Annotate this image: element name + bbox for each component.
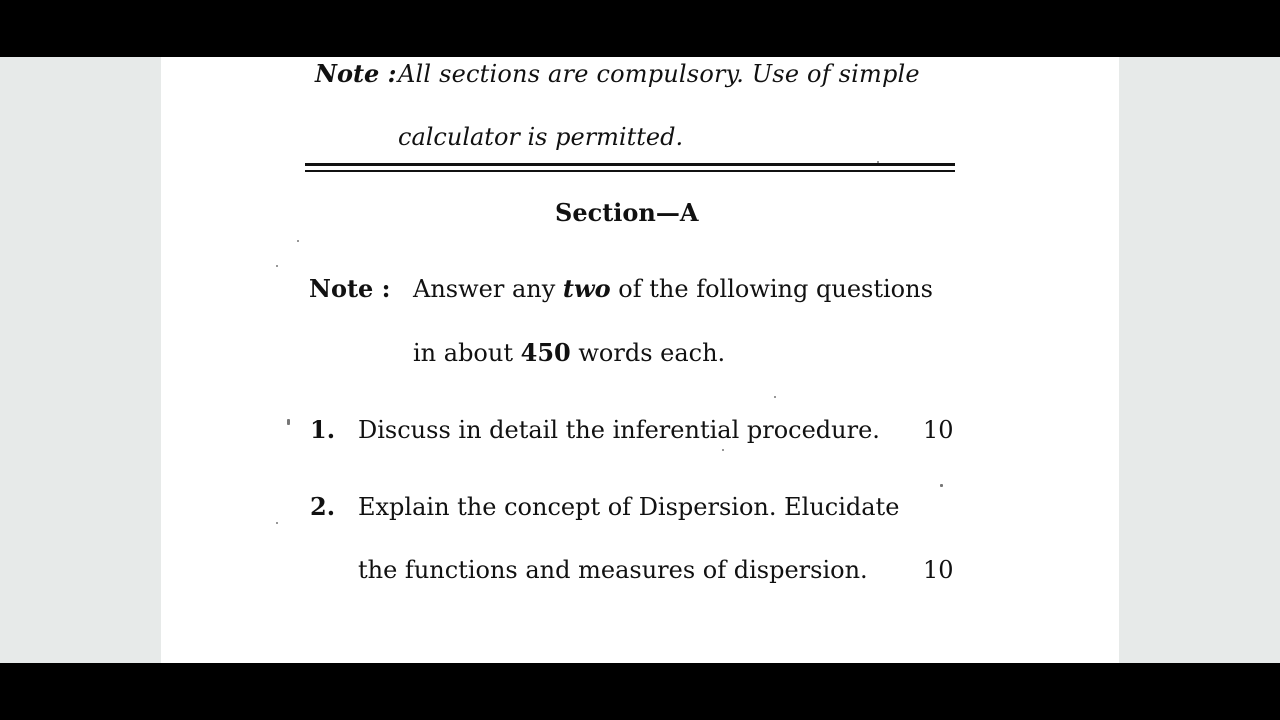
scan-speck: [276, 522, 278, 524]
double-rule-top: [305, 163, 955, 166]
double-rule-bottom: [305, 170, 955, 172]
section-note-line-1: [413, 275, 933, 303]
top-note-line-2: calculator is permitted.: [398, 123, 684, 151]
top-note-line-1: All sections are compulsory. Use of simple: [398, 60, 920, 88]
scan-speck: [877, 161, 879, 163]
letterbox-bottom: [0, 663, 1280, 720]
question-1-number: 1.: [310, 415, 336, 444]
section-title: Section—A: [555, 198, 699, 227]
section-note-text-c: in about: [413, 339, 521, 367]
letterbox-top: [0, 0, 1280, 57]
section-note-label: Note :: [309, 274, 391, 303]
section-note-text-d: words each.: [570, 339, 726, 367]
section-note-emphasis: two: [562, 274, 611, 303]
question-2-marks: 10: [923, 556, 954, 584]
question-2-line-2: the functions and measures of dispersion.: [358, 556, 868, 584]
section-note-line-2: [413, 339, 725, 367]
question-1-text: Discuss in detail the inferential procedure.: [358, 416, 880, 444]
section-note-text-b: of the following questions: [610, 275, 933, 303]
question-2-line-1: Explain the concept of Dispersion. Elucidate: [358, 493, 900, 521]
section-note-word-count: 450: [520, 338, 571, 367]
question-2-number: 2.: [310, 492, 336, 521]
top-note-label: Note :: [315, 59, 397, 88]
scan-speck: [722, 449, 724, 451]
exam-page: [161, 57, 1119, 663]
scan-speck: [297, 240, 299, 242]
scan-speck: [940, 484, 943, 487]
question-1-marks: 10: [923, 416, 954, 444]
document-viewer: [0, 57, 1280, 663]
section-note-text-a: Answer any: [413, 275, 563, 303]
scan-speck: [774, 396, 776, 398]
scan-speck: [287, 419, 290, 425]
scan-speck: [276, 265, 278, 267]
